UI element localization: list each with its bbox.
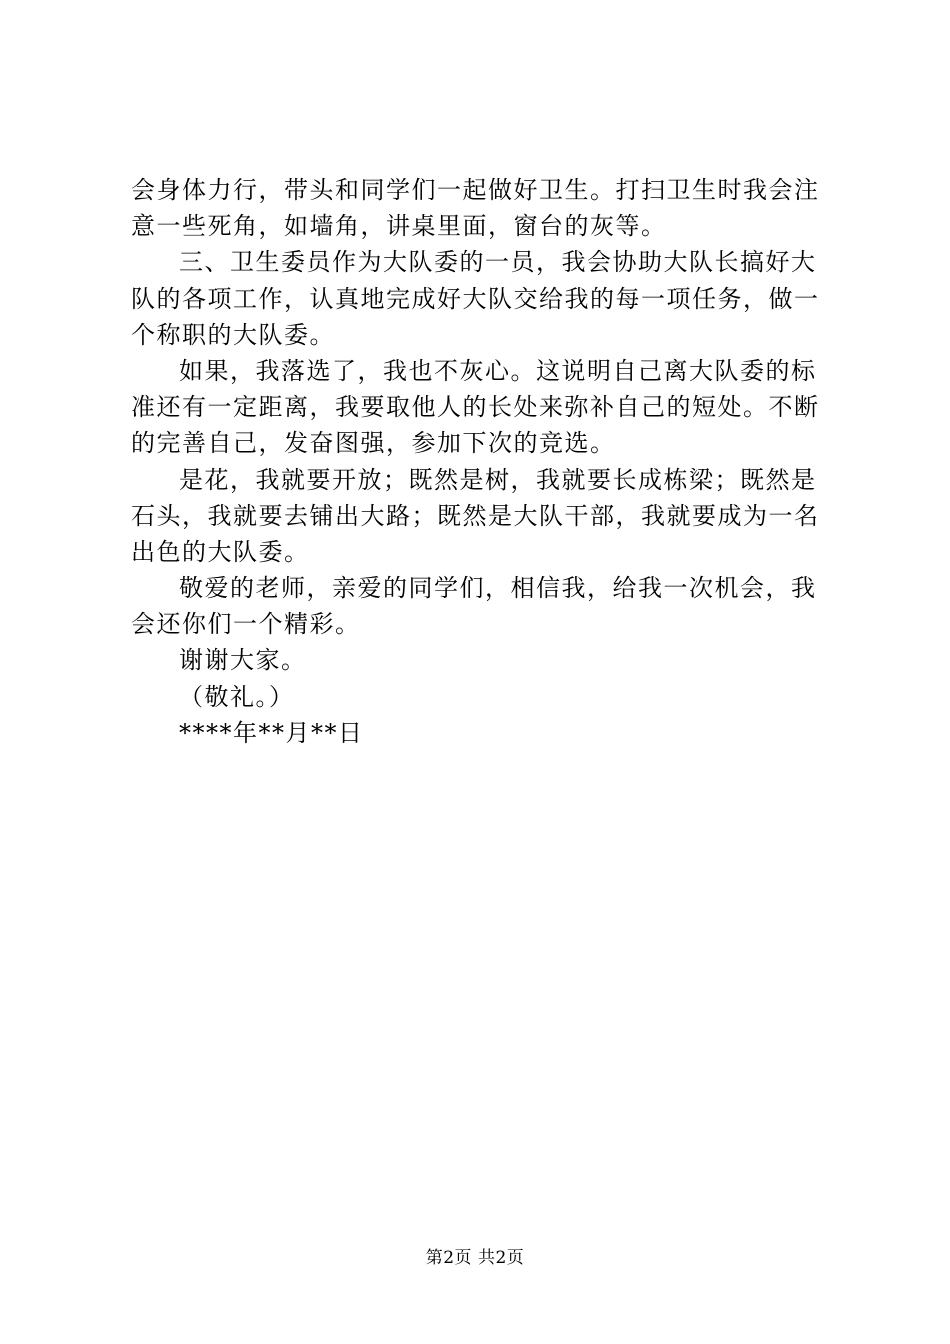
text-line: 三、卫生委员作为大队委的一员，我会协助大队长搞好大 bbox=[179, 248, 817, 277]
closing-salute: （敬礼。） bbox=[179, 682, 295, 711]
text-line: 石头，我就要去铺出大路；既然是大队干部，我就要成为一名 bbox=[131, 501, 820, 530]
text-line: 会还你们一个精彩。 bbox=[131, 610, 361, 639]
text-line: 如果，我落选了，我也不灰心。这说明自己离大队委的标 bbox=[179, 356, 817, 385]
text-line: 意一些死角，如墙角，讲桌里面，窗台的灰等。 bbox=[131, 212, 667, 241]
text-line: 准还有一定距离，我要取他人的长处来弥补自己的短处。不断 bbox=[131, 393, 820, 422]
closing-thanks: 谢谢大家。 bbox=[179, 646, 307, 675]
document-body bbox=[131, 172, 831, 751]
text-line: 会身体力行，带头和同学们一起做好卫生。打扫卫生时我会注 bbox=[131, 176, 820, 204]
text-line: 个称职的大队委。 bbox=[131, 320, 335, 349]
text-line: 敬爱的老师，亲爱的同学们，相信我，给我一次机会，我 bbox=[179, 574, 817, 603]
text-line: 是花，我就要开放；既然是树，我就要长成栋梁；既然是 bbox=[179, 465, 817, 494]
text-line: 出色的大队委。 bbox=[131, 537, 310, 566]
text-line: 队的各项工作，认真地完成好大队交给我的每一项任务，做一 bbox=[131, 284, 820, 313]
date-line: ****年**月**日 bbox=[179, 718, 364, 747]
page-number-footer: 第2页 共2页 bbox=[425, 1248, 525, 1268]
text-line: 的完善自己，发奋图强，参加下次的竞选。 bbox=[131, 429, 616, 458]
